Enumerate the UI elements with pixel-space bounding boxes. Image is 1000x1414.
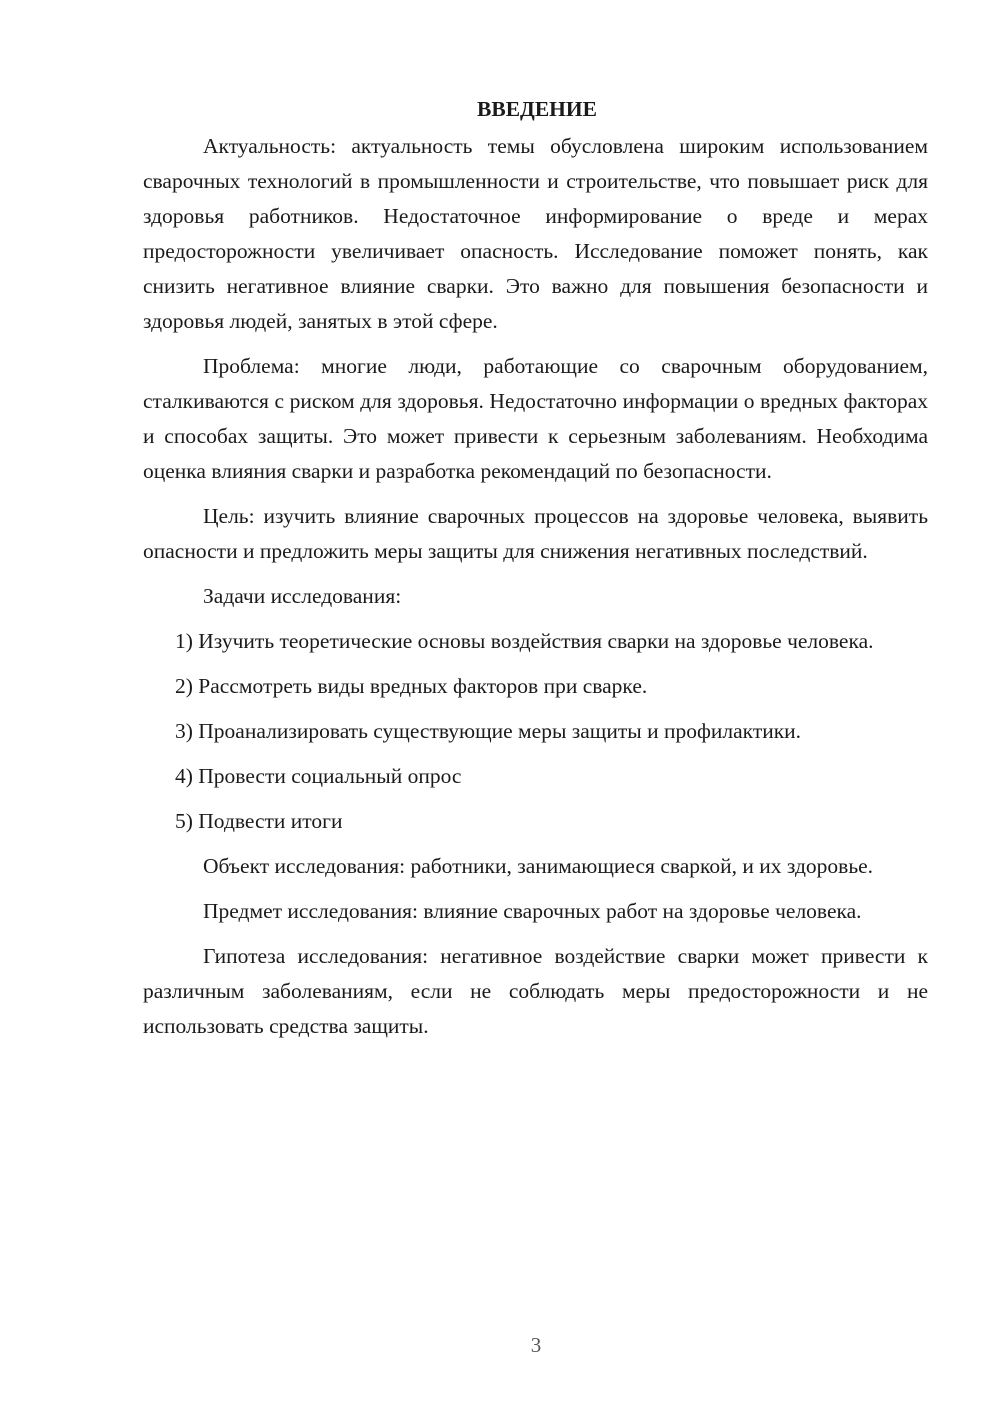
section-title: ВВЕДЕНИЕ [477, 97, 597, 121]
page-number: 3 [530, 1333, 542, 1357]
paragraph-problem: Проблема: многие люди, работающие со сварочным оборудованием, сталкиваются с риском для здоровья. Недостаточно информации о вредных факторах и способах защиты. Это может привести к серьезным заболеваниям. Необходима оценка влияния сварки и разработка рекомендаций по безопасности. [143, 354, 928, 483]
paragraph-relevance: Актуальность: актуальность темы обусловлена широким использованием сварочных технологий в промышленности и строительстве, что повышает риск для здоровья работников. Недостаточное информирование о вреде и мерах предосторожности увеличивает опасность. Исследование поможет понять, как снизить негативное влияние сварки. Это важно для повышения безопасности и здоровья людей, занятых в этой сфере. [143, 134, 928, 333]
document-page [143, 92, 928, 1054]
task-item: 4) Провести социальный опрос [175, 764, 462, 788]
paragraph-subject: Предмет исследования: влияние сварочных работ на здоровье человека. [203, 899, 862, 923]
task-item: 3) Проанализировать существующие меры защиты и профилактики. [175, 719, 802, 743]
task-item: 2) Рассмотреть виды вредных факторов при сварке. [175, 674, 648, 698]
paragraph-goal: Цель: изучить влияние сварочных процессов на здоровье человека, выявить опасности и предложить меры защиты для снижения негативных последствий. [143, 504, 928, 563]
paragraph-hypothesis: Гипотеза исследования: негативное воздействие сварки может привести к различным заболеваниям, если не соблюдать меры предосторожности и не использовать средства защиты. [143, 944, 928, 1038]
paragraph-object: Объект исследования: работники, занимающиеся сваркой, и их здоровье. [203, 854, 874, 878]
paragraph-tasks-heading: Задачи исследования: [203, 584, 402, 608]
task-item: 1) Изучить теоретические основы воздействия сварки на здоровье человека. [175, 629, 874, 653]
task-item: 5) Подвести итоги [175, 809, 343, 833]
